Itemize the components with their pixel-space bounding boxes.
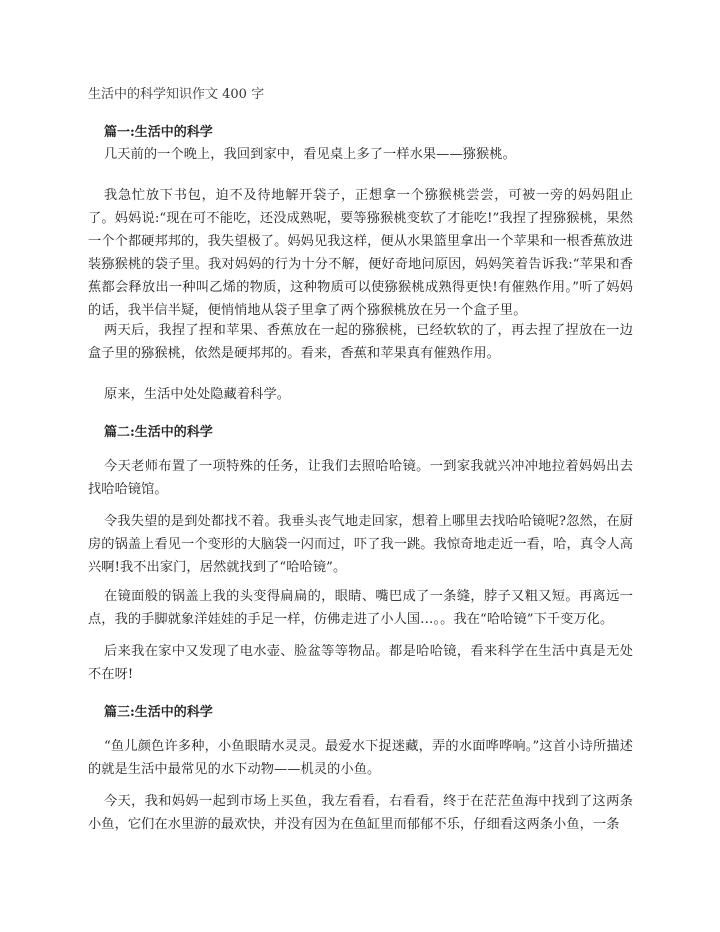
paragraph: 两天后，我捏了捏和苹果、香蕉放在一起的猕猴桃，已经软软的了，再去捏了捏放在一边盒子里的猕猴桃，依然是硬邦邦的。看来，香蕉和苹果真有催熟作用。 bbox=[88, 323, 633, 361]
paragraph: 后来我在家中又发现了电水壶、脸盆等等物品。都是哈哈镜，看来科学在生活中真是无处不在呀! bbox=[88, 644, 633, 682]
paragraph: 今天，我和妈妈一起到市场上买鱼，我左看看，右看看，终于在茫茫鱼海中找到了这两条小鱼，它们在水里游的最欢快，并没有因为在鱼缸里而郁郁不乐，仔细看这两条小鱼，一条 bbox=[88, 794, 633, 832]
paragraph: 几天前的一个晚上，我回到家中，看见桌上多了一样水果——猕猴桃。 bbox=[104, 147, 516, 162]
paragraph: 在镜面般的锅盖上我的头变得扁扁的，眼睛、嘴巴成了一条缝，脖子又粗又短。再离远一点，我的手脚就象洋娃娃的手足一样，仿佛走进了小人国…。。我在“哈哈镜”下千变万化。 bbox=[88, 589, 633, 627]
paragraph: 令我失望的是到处都找不着。我垂头丧气地走回家，想着上哪里去找哈哈镜呢?忽然，在厨房的锅盖上看见一个变形的大脑袋一闪而过，吓了我一跳。我惊奇地走近一看，哈，真令人高兴啊!我不出家门，居然就找到了“哈哈镜”。 bbox=[88, 514, 633, 575]
section-heading-2: 篇二:生活中的科学 bbox=[104, 425, 213, 440]
paragraph: 原来，生活中处处隐藏着科学。 bbox=[104, 387, 291, 402]
section-heading-3: 篇三:生活中的科学 bbox=[104, 705, 213, 720]
paragraph: 我急忙放下书包，迫不及待地解开袋子，正想拿一个猕猴桃尝尝，可被一旁的妈妈阻止了。妈妈说:“现在可不能吃，还没成熟呢，要等猕猴桃变软了才能吃!”我捏了捏猕猴桃，果然一个个都硬邦邦的，我失望极了。妈妈见我这样，便从水果篮里拿出一个苹果和一根香蕉放进装猕猴桃的袋子里。我对妈妈的行为十分不解，便好奇地问原因，妈妈笑着告诉我:“苹果和香蕉都会释放出一种叫乙烯的物质，这种物质可以使猕猴桃成熟得更快!有催熟作用。”听了妈妈的话，我半信半疑，便悄悄地从袋子里拿了两个猕猴桃放在另一个盒子里。 bbox=[88, 188, 633, 318]
paragraph: “鱼儿颜色许多种，小鱼眼睛水灵灵。最爱水下捉迷藏，弄的水面哗哗响。”这首小诗所描述的就是生活中最常见的水下动物——机灵的小鱼。 bbox=[88, 739, 633, 777]
paragraph: 今天老师布置了一项特殊的任务，让我们去照哈哈镜。一到家我就兴冲冲地拉着妈妈出去找哈哈镜馆。 bbox=[88, 459, 633, 497]
document-title: 生活中的科学知识作文 400 字 bbox=[88, 87, 265, 102]
section-heading-1: 篇一:生活中的科学 bbox=[104, 125, 213, 140]
